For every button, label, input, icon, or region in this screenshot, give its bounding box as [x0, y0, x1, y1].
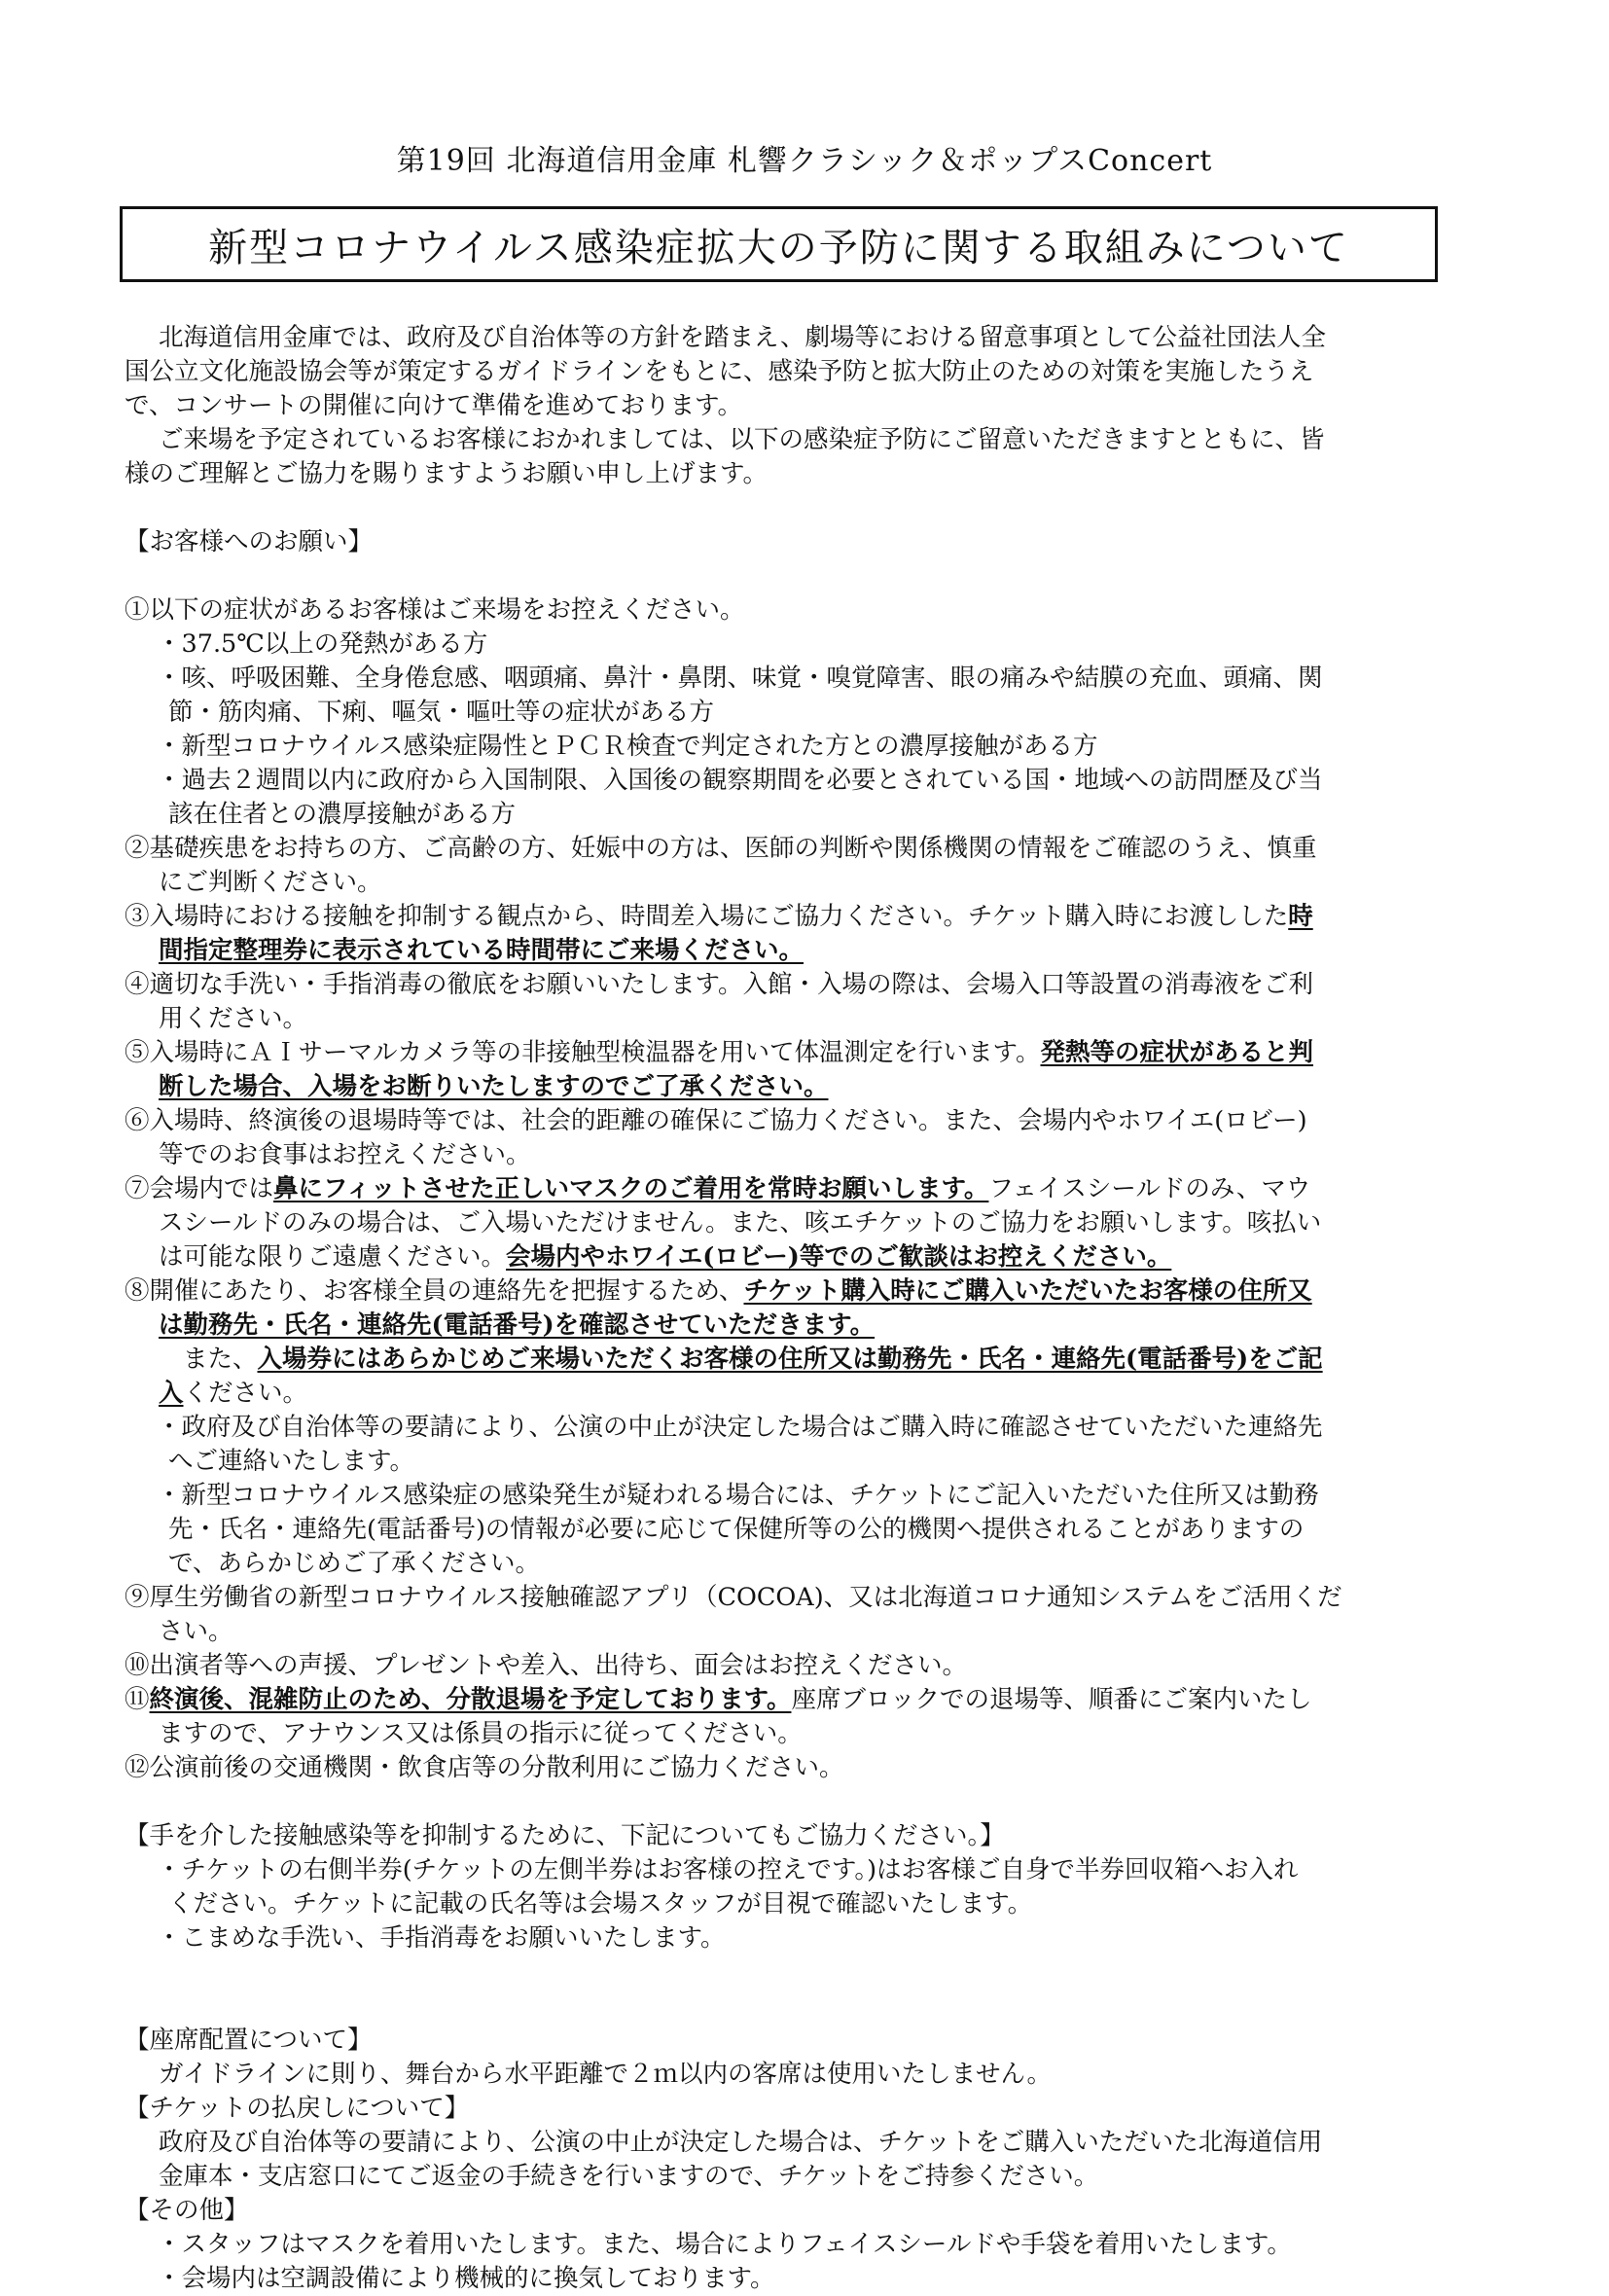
list-item: は勤務先・氏名・連絡先(電話番号)を確認させていただきます。 — [159, 1310, 876, 1340]
refund-text: 政府及び自治体等の要請により、公演の中止が決定した場合は、チケットをご購入いただいた北海道信用 — [159, 2128, 1323, 2157]
list-item: ・スタッフはマスクを着用いたします。また、場合によりフェイスシールドや手袋を着用いたします。 — [157, 2230, 1292, 2259]
list-item: ⑧開催にあたり、お客様全員の連絡先を把握するため、チケット購入時にご購入いただいたお客様の住所又 — [125, 1276, 1312, 1306]
list-item: 用ください。 — [159, 1004, 308, 1033]
list-item: 断した場合、入場をお断りいたしますのでご了承ください。 — [159, 1072, 829, 1101]
list-item: 間指定整理券に表示されている時間帯にご来場ください。 — [159, 936, 804, 965]
list-item: スシールドのみの場合は、ご入場いただけません。また、咳エチケットのご協力をお願いします。咳払い — [159, 1208, 1322, 1238]
list-item: は可能な限りご遠慮ください。会場内やホワイエ(ロビー)等でのご歓談はお控えください。 — [159, 1242, 1172, 1272]
notice-title: 新型コロナウイルス感染症拡大の予防に関する取組みについて — [208, 225, 1349, 270]
intro-line: 国公立文化施設協会等が策定するガイドラインをもとに、感染予防と拡大防止のための対策を実施したうえ — [125, 357, 1314, 386]
list-item: 入ください。 — [159, 1379, 308, 1408]
document-body — [125, 321, 1501, 2296]
list-item: ・新型コロナウイルス感染症の感染発生が疑われる場合には、チケットにご記入いただいた住所又は勤務 — [157, 1481, 1319, 1510]
section-heading-refund: 【チケットの払戻しについて】 — [125, 2094, 470, 2123]
list-item: ・こまめな手洗い、手指消毒をお願いいたします。 — [157, 1923, 726, 1953]
list-item: ⑥入場時、終演後の退場時等では、社会的距離の確保にご協力ください。また、会場内やホワイエ(ロビー) — [125, 1106, 1307, 1135]
seating-text: ガイドラインに則り、舞台から水平距離で２ｍ以内の客席は使用いたしません。 — [159, 2060, 1053, 2089]
list-item: ください。チケットに記載の氏名等は会場スタッフが目視で確認いたします。 — [168, 1889, 1033, 1919]
refund-text: 金庫本・支店窓口にてご返金の手続きを行いますので、チケットをご持参ください。 — [159, 2162, 1099, 2191]
list-item: ⑦会場内では鼻にフィットさせた正しいマスクのご着用を常時お願いします。フェイスシールドのみ、マウ — [125, 1174, 1311, 1203]
list-item: ・37.5℃以上の発熱がある方 — [157, 629, 488, 659]
list-item: ⑨厚生労働省の新型コロナウイルス接触確認アプリ（COCOA)、又は北海道コロナ通知システムをご活用くだ — [125, 1583, 1342, 1612]
list-item: ますので、アナウンス又は係員の指示に従ってください。 — [159, 1719, 803, 1748]
list-item: へご連絡いたします。 — [168, 1447, 414, 1476]
list-item: ・咳、呼吸困難、全身倦怠感、咽頭痛、鼻汁・鼻閉、味覚・嗅覚障害、眼の痛みや結膜の充血、頭痛、関 — [157, 664, 1323, 693]
list-item: ・会場内は空調設備により機械的に換気しております。 — [157, 2264, 775, 2293]
list-item: 先・氏名・連絡先(電話番号)の情報が必要に応じて保健所等の公的機関へ提供されることがありますの — [168, 1515, 1305, 1544]
list-item: ④適切な手洗い・手指消毒の徹底をお願いいたします。入館・入場の際は、会場入口等設置の消毒液をご利 — [125, 970, 1313, 999]
section-heading-seating: 【座席配置について】 — [125, 2026, 373, 2055]
list-item: ①以下の症状があるお客様はご来場をお控えください。 — [125, 595, 745, 625]
intro-line: で、コンサートの開催に向けて準備を進めております。 — [125, 391, 742, 420]
list-item: ⑪終演後、混雑防止のため、分散退場を予定しております。座席ブロックでの退場等、順番にご案内いたし — [125, 1685, 1312, 1714]
list-item: さい。 — [159, 1617, 233, 1646]
list-item: ・チケットの右側半券(チケットの左側半券はお客様の控えです。)はお客様ご自身で半券回収箱へお入れ — [157, 1855, 1299, 1884]
request-list — [125, 593, 1501, 1785]
list-item: 等でのお食事はお控えください。 — [159, 1140, 531, 1169]
list-item: ⑩出演者等への声援、プレゼントや差入、出待ち、面会はお控えください。 — [125, 1651, 967, 1680]
intro-line: 様のご理解とご協力を賜りますようお願い申し上げます。 — [125, 459, 768, 488]
list-item: また、入場券にはあらかじめご来場いただくお客様の住所又は勤務先・氏名・連絡先(電話番号)をご記 — [183, 1345, 1323, 1374]
section-heading-contact: 【手を介した接触感染等を抑制するために、下記についてもご協力ください。】 — [125, 1821, 1005, 1850]
concert-title: 第19回 北海道信用金庫 札響クラシック＆ポップスConcert — [396, 144, 1213, 178]
section-heading-other: 【その他】 — [125, 2196, 249, 2225]
list-item: ・政府及び自治体等の要請により、公演の中止が決定した場合はご購入時に確認させていただいた連絡先 — [157, 1413, 1323, 1442]
list-item: ③入場時における接触を抑制する観点から、時間差入場にご協力ください。チケット購入時にお渡しした時 — [125, 902, 1313, 931]
list-item: ⑫公演前後の交通機関・飲食店等の分散利用にご協力ください。 — [125, 1753, 844, 1782]
list-item: 節・筋肉痛、下痢、嘔気・嘔吐等の症状がある方 — [168, 698, 715, 727]
intro-paragraph — [125, 321, 1501, 491]
list-item: ⑤入場時にＡＩサーマルカメラ等の非接触型検温器を用いて体温測定を行います。発熱等の症状があると判 — [125, 1038, 1313, 1067]
section-heading-requests: 【お客様へのお願い】 — [125, 527, 374, 556]
list-item: ②基礎疾患をお持ちの方、ご高齢の方、妊娠中の方は、医師の判断や関係機関の情報をご確認のうえ、慎重 — [125, 834, 1317, 863]
list-item: ・過去２週間以内に政府から入国制限、入国後の観察期間を必要とされている国・地域への訪問歴及び当 — [157, 766, 1323, 795]
list-item: にご判断ください。 — [159, 868, 382, 897]
notice-title-box — [120, 206, 1438, 282]
intro-line: 北海道信用金庫では、政府及び自治体等の方針を踏まえ、劇場等における留意事項として公益社団法人全 — [159, 323, 1327, 352]
list-item: ・新型コロナウイルス感染症陽性とＰＣＲ検査で判定された方との濃厚接触がある方 — [157, 732, 1098, 761]
intro-line: ご来場を予定されているお客様におかれましては、以下の感染症予防にご留意いただきますとともに、皆 — [159, 425, 1325, 454]
list-item: 該在住者との濃厚接触がある方 — [168, 800, 517, 829]
list-item: で、あらかじめご了承ください。 — [168, 1549, 540, 1578]
